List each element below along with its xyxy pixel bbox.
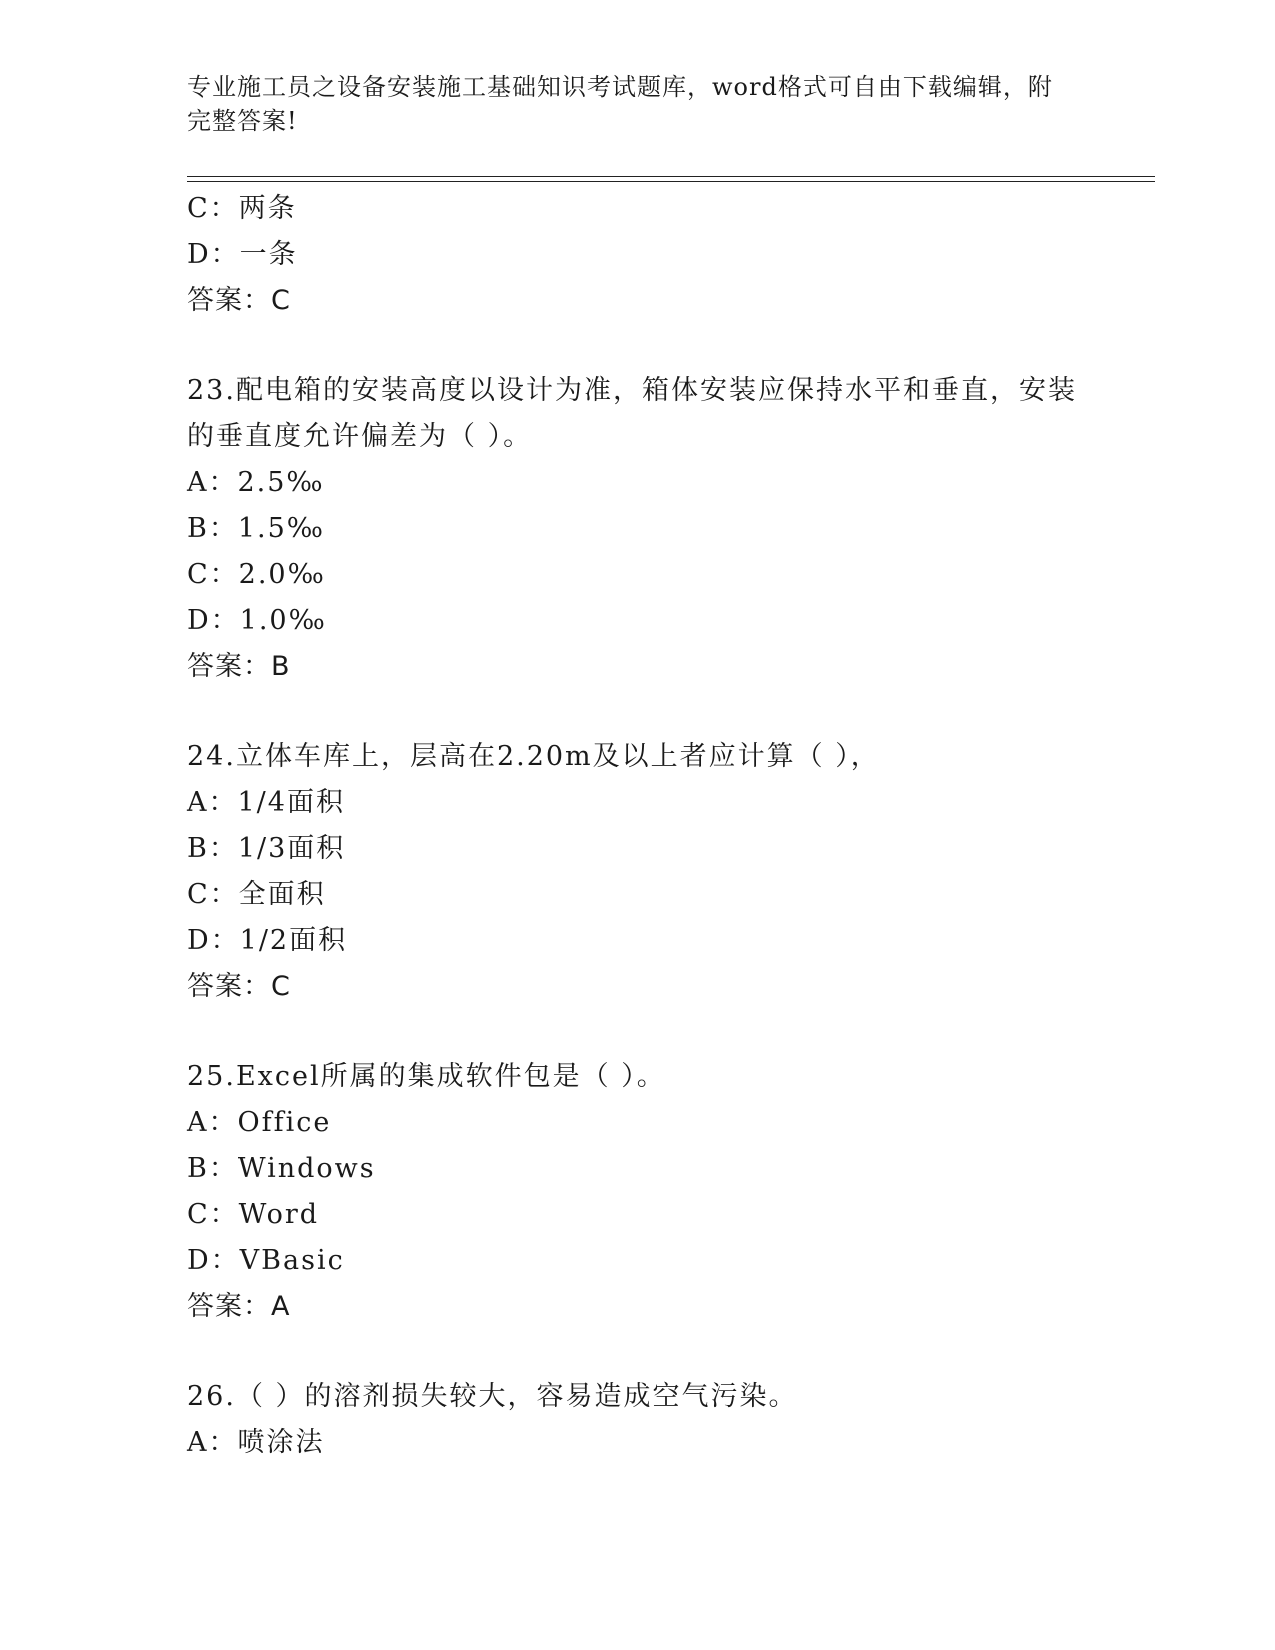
header-rule-bottom (187, 181, 1155, 182)
option-c: C：Word (187, 1199, 320, 1230)
option-a: A：Office (187, 1107, 332, 1138)
answer-line: 答案：B (187, 651, 291, 682)
question-23: 23.配电箱的安装高度以设计为准，箱体安装应保持水平和垂直，安装的垂直度允许偏差为（ ）。 (187, 375, 1077, 452)
block-gap (187, 1330, 1087, 1374)
option-b: B：1.5‰ (187, 513, 326, 544)
option-c: C：2.0‰ (187, 559, 326, 590)
block-gap (187, 324, 1087, 368)
answer-line: 答案：A (187, 1291, 291, 1322)
option-c: C：全面积 (187, 879, 326, 910)
block-gap (187, 1010, 1087, 1054)
block-gap (187, 690, 1087, 734)
option-d: D：VBasic (187, 1245, 345, 1276)
option-b: B：1/3面积 (187, 833, 346, 864)
option-d: D：一条 (187, 239, 298, 270)
option-a: A：2.5‰ (187, 467, 325, 498)
option-b: B：Windows (187, 1153, 376, 1184)
header-rule-top (187, 176, 1155, 177)
answer-line: 答案：C (187, 285, 291, 316)
question-25: 25.Excel所属的集成软件包是（ ）。 (187, 1061, 666, 1092)
question-list (187, 186, 1087, 1466)
option-a: A：喷涂法 (187, 1427, 325, 1458)
question-26: 26.（ ）的溶剂损失较大，容易造成空气污染。 (187, 1381, 798, 1412)
answer-line: 答案：C (187, 971, 291, 1002)
option-a: A：1/4面积 (187, 787, 345, 818)
option-c: C：两条 (187, 193, 297, 224)
option-d: D：1.0‰ (187, 605, 327, 636)
question-24: 24.立体车库上，层高在2.20m及以上者应计算（ ）， (187, 741, 880, 772)
option-d: D：1/2面积 (187, 925, 348, 956)
document-header: 专业施工员之设备安装施工基础知识考试题库，word格式可自由下载编辑，附完整答案! (187, 73, 1053, 135)
